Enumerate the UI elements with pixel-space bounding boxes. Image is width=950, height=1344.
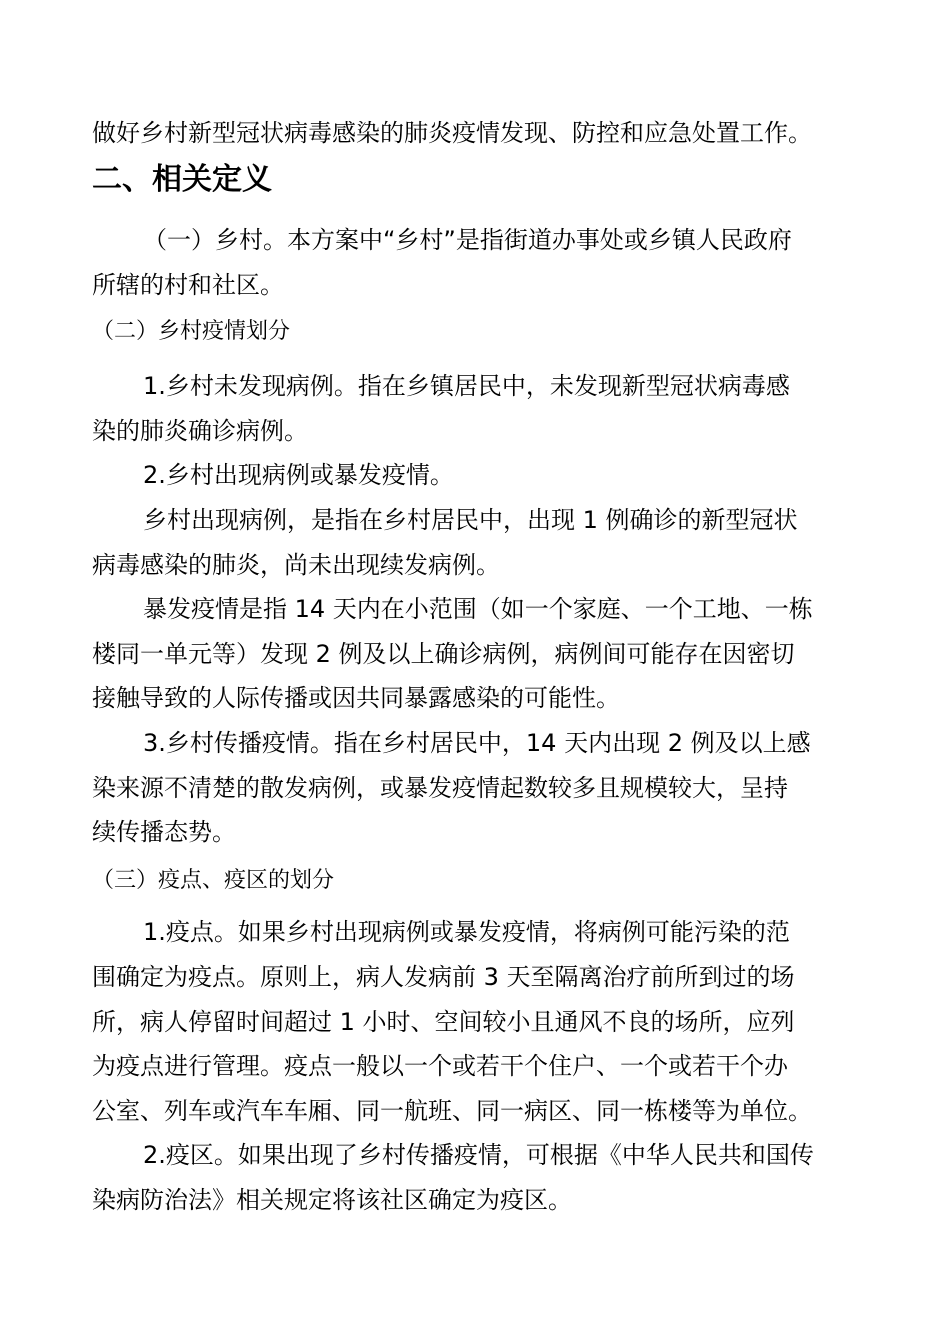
body-line: 所辖的村和社区。 xyxy=(92,271,284,299)
subsection-heading: （三）疫点、疫区的划分 xyxy=(92,868,335,893)
body-line: 围确定为疫点。原则上，病人发病前 3 天至隔离治疗前所到过的场 xyxy=(92,963,795,991)
body-line: 公室、列车或汽车车厢、同一航班、同一病区、同一栋楼等为单位。 xyxy=(92,1097,812,1125)
body-line: 1.乡村未发现病例。指在乡镇居民中，未发现新型冠状病毒感 xyxy=(143,372,790,400)
body-line: 2.乡村出现病例或暴发疫情。 xyxy=(143,461,454,489)
body-line: 接触导致的人际传播或因共同暴露感染的可能性。 xyxy=(92,684,620,712)
body-line: （一）乡村。本方案中“乡村”是指街道办事处或乡镇人民政府 xyxy=(143,226,792,254)
body-line: 做好乡村新型冠状病毒感染的肺炎疫情发现、防控和应急处置工作。 xyxy=(92,119,812,147)
body-line: 染病防治法》相关规定将该社区确定为疫区。 xyxy=(92,1186,572,1214)
section-heading: 二、相关定义 xyxy=(92,162,272,197)
body-line: 续传播态势。 xyxy=(92,818,236,846)
body-line: 楼同一单元等）发现 2 例及以上确诊病例，病例间可能存在因密切 xyxy=(92,640,795,668)
body-line: 染来源不清楚的散发病例，或暴发疫情起数较多且规模较大，呈持 xyxy=(92,774,788,802)
subsection-heading: （二）乡村疫情划分 xyxy=(92,319,291,344)
body-line: 乡村出现病例，是指在乡村居民中，出现 1 例确诊的新型冠状 xyxy=(143,506,798,534)
body-line: 所，病人停留时间超过 1 小时、空间较小且通风不良的场所，应列 xyxy=(92,1008,795,1036)
body-line: 3.乡村传播疫情。指在乡村居民中，14 天内出现 2 例及以上感 xyxy=(143,729,811,757)
body-line: 1.疫点。如果乡村出现病例或暴发疫情，将病例可能污染的范 xyxy=(143,918,790,946)
body-line: 病毒感染的肺炎，尚未出现续发病例。 xyxy=(92,551,500,579)
body-line: 为疫点进行管理。疫点一般以一个或若干个住户、一个或若干个办 xyxy=(92,1052,788,1080)
body-line: 2.疫区。如果出现了乡村传播疫情，可根据《中华人民共和国传 xyxy=(143,1141,814,1169)
body-line: 染的肺炎确诊病例。 xyxy=(92,417,308,445)
body-line: 暴发疫情是指 14 天内在小范围（如一个家庭、一个工地、一栋 xyxy=(143,595,813,623)
